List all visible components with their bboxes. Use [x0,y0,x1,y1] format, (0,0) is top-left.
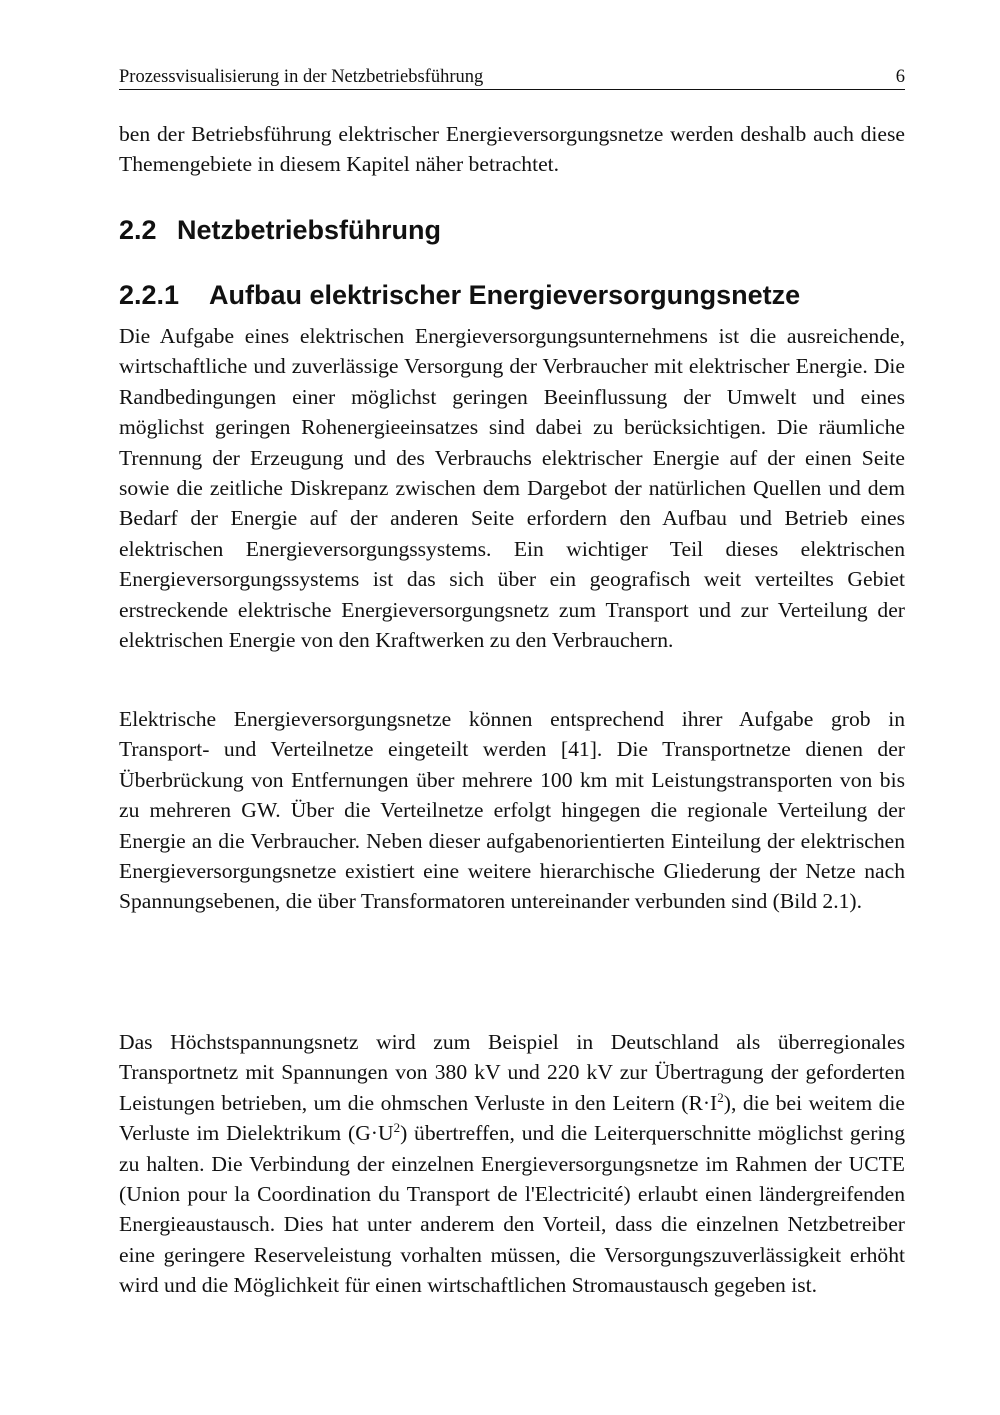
running-header [119,60,905,90]
intro-paragraph: ben der Betriebsführung elektrischer Energieversorgungsnetze werden deshalb auch diese Themengebiete in diesem Kapitel näher betrachtet. [119,122,905,177]
page-number: 6 [895,67,905,87]
section-number: 2.2 [119,215,157,245]
subsection-heading [119,280,800,311]
paragraph-3 [119,1027,905,1301]
subsection-title: Aufbau elektrischer Energieversorgungsnetze [209,280,801,310]
exponent-1: 2 [717,1089,724,1105]
paragraph-3-part-1: Das Höchstspannungsnetz wird zum Beispiel in Deutschland als überregionales Transportnetz mit Spannungen von 380 kV und 220 kV zur Übertragung der geforderten Leistungen betrieben, um die ohmschen Verluste in den Leitern (R·I [119,1030,905,1115]
paragraph-3-part-3: ) übertreffen, und die Leiterquerschnitte möglichst gering zu halten. Die Verbindung der einzelnen Energieversorgungsnetze im Rahmen der UCTE (Union pour la Coordination du Transport de l'Electricité) erlaubt einen ländergreifenden Energieaustausch. Dies hat unter anderem den Vorteil, dass die einzelnen Netzbetreiber eine geringere Reserveleistung vorhalten müssen, die Versorgungszuverlässigkeit erhöht wird und die Möglichkeit für einen wirtschaftlichen Stromaustausch gegeben ist. [119,1121,905,1298]
running-title: Prozessvisualisierung in der Netzbetriebsführung [119,67,484,87]
subsection-number: 2.2.1 [119,280,180,310]
section-heading [119,215,441,246]
paragraph-3-part-2: ), die bei weitem die Verluste im Dielektrikum (G·U [119,1090,905,1146]
paragraph-2: Elektrische Energieversorgungsnetze können entsprechend ihrer Aufgabe grob in Transport- und Verteilnetze eingeteilt werden [41]. Die Transportnetze dienen der Überbrückung von Entfernungen über mehrere 100 km mit Leistungstransporten von bis zu mehreren GW. Über die Verteilnetze erfolgt hingegen die regionale Verteilung der Energie an die Verbraucher. Neben dieser aufgabenorientierten Einteilung der elektrischen Energieversorgungsnetze existiert eine weitere hierarchische Gliederung der Netze nach Spannungsebenen, die über Transformatoren untereinander verbunden sind (Bild 2.1). [119,707,905,914]
paragraph-1: Die Aufgabe eines elektrischen Energieversorgungsunternehmens ist die ausreichende, wirtschaftliche und zuverlässige Versorgung der Verbraucher mit elektrischer Energie. Die Randbedingungen einer möglichst geringen Beeinflussung der Umwelt und eines möglichst geringen Rohenergieeinsatzes sind dabei zu berücksichtigen. Die räumliche Trennung der Erzeugung und des Verbrauchs elektrischer Energie auf der einen Seite sowie die zeitliche Diskrepanz zwischen dem Dargebot der natürlichen Quellen und dem Bedarf der Energie auf der anderen Seite erfordern den Aufbau und Betrieb eines elektrischen Energieversorgungssystems. Ein wichtiger Teil dieses elektrischen Energieversorgungssystems ist das sich über ein geografisch weit verteiltes Gebiet erstreckende elektrische Energieversorgungsnetz zum Transport und zur Verteilung der elektrischen Energie von den Kraftwerken zu den Verbrauchern. [119,324,905,653]
section-title: Netzbetriebsführung [177,215,442,245]
exponent-2: 2 [393,1120,401,1136]
